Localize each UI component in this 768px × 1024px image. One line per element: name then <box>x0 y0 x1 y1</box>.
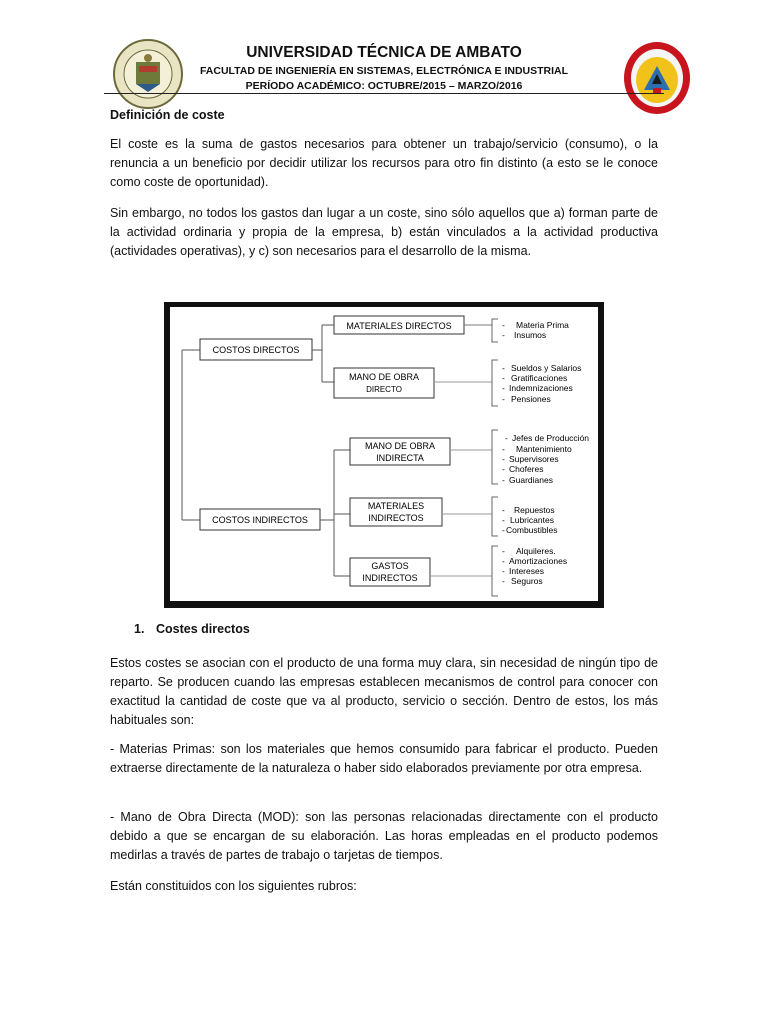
svg-text:-: - <box>502 444 505 454</box>
academic-period: PERÍODO ACADÉMICO: OCTUBRE/2015 – MARZO/2016 <box>245 80 523 92</box>
cost-classification-diagram <box>164 302 604 608</box>
node-costos-directos-label: COSTOS DIRECTOS <box>212 345 300 355</box>
svg-text:-: - <box>502 363 505 373</box>
node-materiales-directos-label: MATERIALES DIRECTOS <box>346 321 452 331</box>
svg-text:-: - <box>502 556 505 566</box>
svg-text:-: - <box>502 546 505 556</box>
list-item: Guardianes <box>509 475 553 485</box>
node-gastos-indirectos-label-2: INDIRECTOS <box>362 573 418 583</box>
list-item: Repuestos <box>514 505 555 515</box>
svg-text:-: - <box>502 525 505 535</box>
paragraph-definition: El coste es la suma de gastos necesarios para obtener un trabajo/servicio (consumo), o la renuncia a un beneficio por decidir utilizar los recursos para otro fin distinto (a esto se le conoce como coste de oportunidad). <box>110 137 658 189</box>
svg-text:-: - <box>502 454 505 464</box>
paragraph-rubros: Están constituidos con los siguientes rubros: <box>110 879 357 893</box>
faculty-name: FACULTAD DE INGENIERÍA EN SISTEMAS, ELECTRÓNICA E INDUSTRIAL <box>199 65 569 77</box>
list-item: Intereses <box>509 566 544 576</box>
node-mano-obra-indirecta-label-1: MANO DE OBRA <box>364 441 436 451</box>
paragraph-mano-obra-directa: - Mano de Obra Directa (MOD): son las personas relacionadas directamente con el producto debido a que se encargan de su elaboración. Las horas empleadas en el producto podemos medirlas a través de partes de trabajo o tarjetas de tiempos. <box>110 810 658 862</box>
list-item: Alquileres. <box>516 546 556 556</box>
list-item: Supervisores <box>509 454 559 464</box>
svg-text:-: - <box>502 475 505 485</box>
svg-text:-: - <box>502 383 505 393</box>
list-item: Amortizaciones <box>509 556 568 566</box>
list-item: Gratificaciones <box>511 373 568 383</box>
svg-text:-: - <box>502 515 505 525</box>
list-item: Materia Prima <box>516 320 569 330</box>
section-title: Definición de coste <box>110 108 225 122</box>
heading-number: 1. <box>134 622 145 636</box>
heading-text: Costes directos <box>156 622 250 636</box>
list-item: Choferes <box>509 464 544 474</box>
list-item: Indemnizaciones <box>509 383 573 393</box>
list-item: Mantenimiento <box>516 444 572 454</box>
node-gastos-indirectos-label-1: GASTOS <box>371 561 409 571</box>
svg-text:-: - <box>502 566 505 576</box>
list-item: Lubricantes <box>510 515 554 525</box>
svg-text:-: - <box>502 505 505 515</box>
svg-text:-: - <box>505 433 508 443</box>
node-mano-obra-directo-label-1: MANO DE OBRA <box>348 372 420 382</box>
list-item: Sueldos y Salarios <box>511 363 582 373</box>
node-mano-obra-directo-label-2: DIRECTO <box>366 385 402 394</box>
svg-text:-: - <box>502 330 505 340</box>
list-item: Pensiones <box>511 394 551 404</box>
paragraph-conditions: Sin embargo, no todos los gastos dan lugar a un coste, sino sólo aquellos que a) forman parte de la actividad ordinaria y propia de la empresa, b) están vinculados a la actividad productiva (actividades operativas), y c) son necesarios para el desarrollo de la misma. <box>110 206 658 258</box>
list-item: Jefes de Producción <box>512 433 590 443</box>
paragraph-costes-directos-intro: Estos costes se asocian con el producto de una forma muy clara, sin necesidad de ningún tipo de reparto. Se producen cuando las empresas establecen mecanismos de control para conocer con exactitud la cantidad de coste que va al producto, servicio o sección. Dentro de estos, los más habituales son: <box>110 656 658 727</box>
document-header <box>0 30 768 100</box>
node-materiales-indirectos-label-1: MATERIALES <box>367 501 425 511</box>
heading-costes-directos <box>134 622 250 636</box>
list-item: Seguros <box>511 576 543 586</box>
list-item: Combustibles <box>506 525 558 535</box>
node-costos-indirectos-label: COSTOS INDIRECTOS <box>212 515 308 525</box>
svg-text:-: - <box>502 394 505 404</box>
paragraph-materias-primas: - Materias Primas: son los materiales que hemos consumido para fabricar el producto. Pueden extraerse directamente de la naturaleza o haber sido elaborados previamente por otra empresa. <box>110 742 658 775</box>
node-mano-obra-indirecta-label-2: INDIRECTA <box>376 453 424 463</box>
node-materiales-indirectos-label-2: INDIRECTOS <box>368 513 424 523</box>
svg-text:-: - <box>502 576 505 586</box>
header-divider <box>104 93 664 94</box>
svg-text:-: - <box>502 464 505 474</box>
university-name: UNIVERSIDAD TÉCNICA DE AMBATO <box>246 44 522 61</box>
list-item: Insumos <box>514 330 547 340</box>
svg-text:-: - <box>502 320 505 330</box>
svg-text:-: - <box>502 373 505 383</box>
